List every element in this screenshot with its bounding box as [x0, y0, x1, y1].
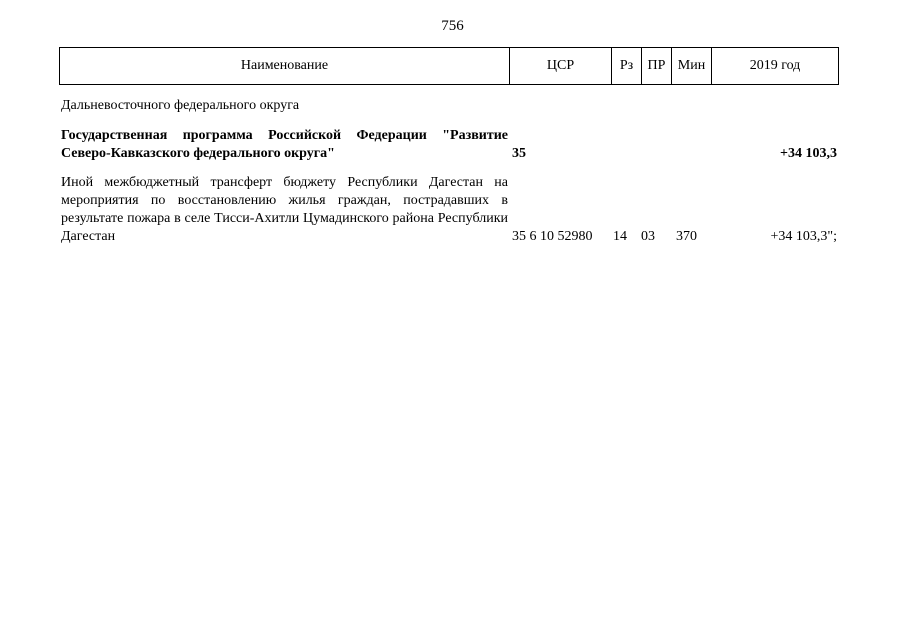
row-min: 370 [676, 229, 697, 244]
page-number: 756 [441, 18, 464, 34]
header-min: Мин [672, 48, 712, 84]
header-year: 2019 год [749, 58, 801, 73]
header-csr: ЦСР [510, 48, 612, 84]
table-row [61, 97, 299, 115]
row-amount: +34 103,3"; [770, 229, 837, 244]
header-rz: Рз [612, 48, 642, 84]
row-rz: 14 [613, 229, 627, 244]
row-name: Дальневосточного федерального округа [61, 98, 300, 113]
row-amount: +34 103,3 [780, 146, 837, 161]
row-csr: 35 [512, 146, 526, 161]
row-name: Иной межбюджетный трансферт бюджету Республики Дагестан на мероприятия по восстановлению жилья граждан, пострадавших в результате пожара в селе Тисси-Ахитли Цумадинского района Республики Дагестан [61, 175, 508, 244]
header-pr: ПР [642, 48, 672, 84]
row-csr: 35 6 10 52980 [512, 229, 593, 244]
row-name: Государственная программа Российской Федерации "Развитие Северо-Кавказского федерального округа" [61, 128, 508, 161]
row-pr: 03 [641, 229, 655, 244]
header-name: Наименование [60, 48, 510, 84]
table-header [59, 47, 839, 85]
